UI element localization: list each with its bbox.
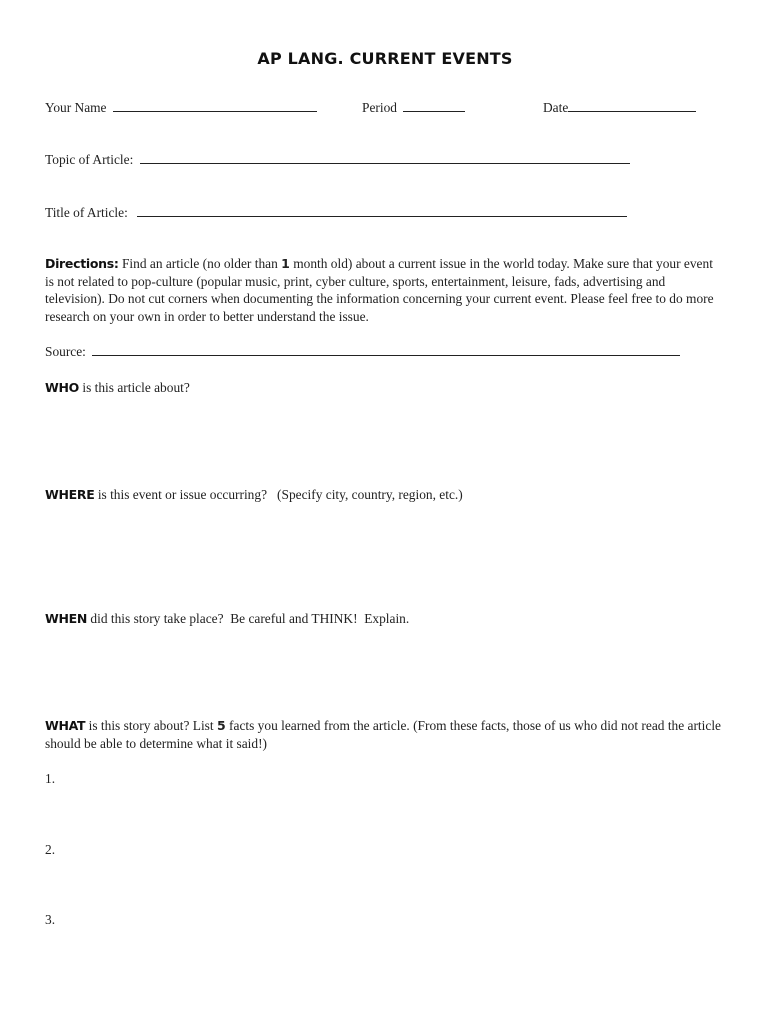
where-text: is this event or issue occurring? (Specify city, country, region, etc.) [97,487,463,502]
where-question [45,486,725,504]
page-title: AP LANG. CURRENT EVENTS [257,49,513,68]
what-text-b: facts you learned from the article. (From these facts, those of us who did not read the article should be able to determine what it said!) [45,718,721,751]
period-blank[interactable] [403,99,465,112]
what-keyword: WHAT [45,718,86,733]
when-keyword: WHEN [45,611,88,626]
date-field-row [543,99,696,116]
directions-text-b: month old) about a current issue in the world today. Make sure that your event is not related to pop-culture (popular music, print, cyber culture, sports, entertainment, leisure, fads, advertising and television). Do not cut corners when documenting the information concerning your current event. Please feel free to do more research on your own in order to better understand the issue. [45,256,714,324]
period-field-row [362,99,465,116]
source-blank[interactable] [92,343,680,356]
where-keyword: WHERE [45,487,95,502]
directions-paragraph [45,255,725,325]
list-item: 3. [45,912,56,927]
source-field-row [45,343,680,360]
date-label: Date [543,100,569,115]
article-title-label: Title of Article: [45,205,128,220]
who-text: is this article about? [82,380,190,395]
topic-label: Topic of Article: [45,152,134,167]
topic-blank[interactable] [140,151,630,164]
directions-label: Directions: [45,256,119,271]
article-title-field-row [45,204,627,221]
who-keyword: WHO [45,380,79,395]
article-title-blank[interactable] [137,204,627,217]
name-field-row [45,99,317,116]
when-text: did this story take place? Be careful and THINK! Explain. [90,611,410,626]
list-item: 2. [45,842,56,857]
source-label: Source: [45,344,86,359]
directions-number: 1 [281,256,290,271]
when-question [45,610,725,628]
name-label: Your Name [45,100,107,115]
what-question [45,717,725,752]
who-question [45,379,725,397]
directions-text-a: Find an article (no older than [121,256,278,271]
what-text-a: is this story about? List [88,718,214,733]
name-blank[interactable] [113,99,317,112]
what-number: 5 [216,718,226,733]
date-blank[interactable] [568,99,696,112]
topic-field-row [45,151,630,168]
list-item: 1. [45,771,56,786]
period-label: Period [362,100,397,115]
